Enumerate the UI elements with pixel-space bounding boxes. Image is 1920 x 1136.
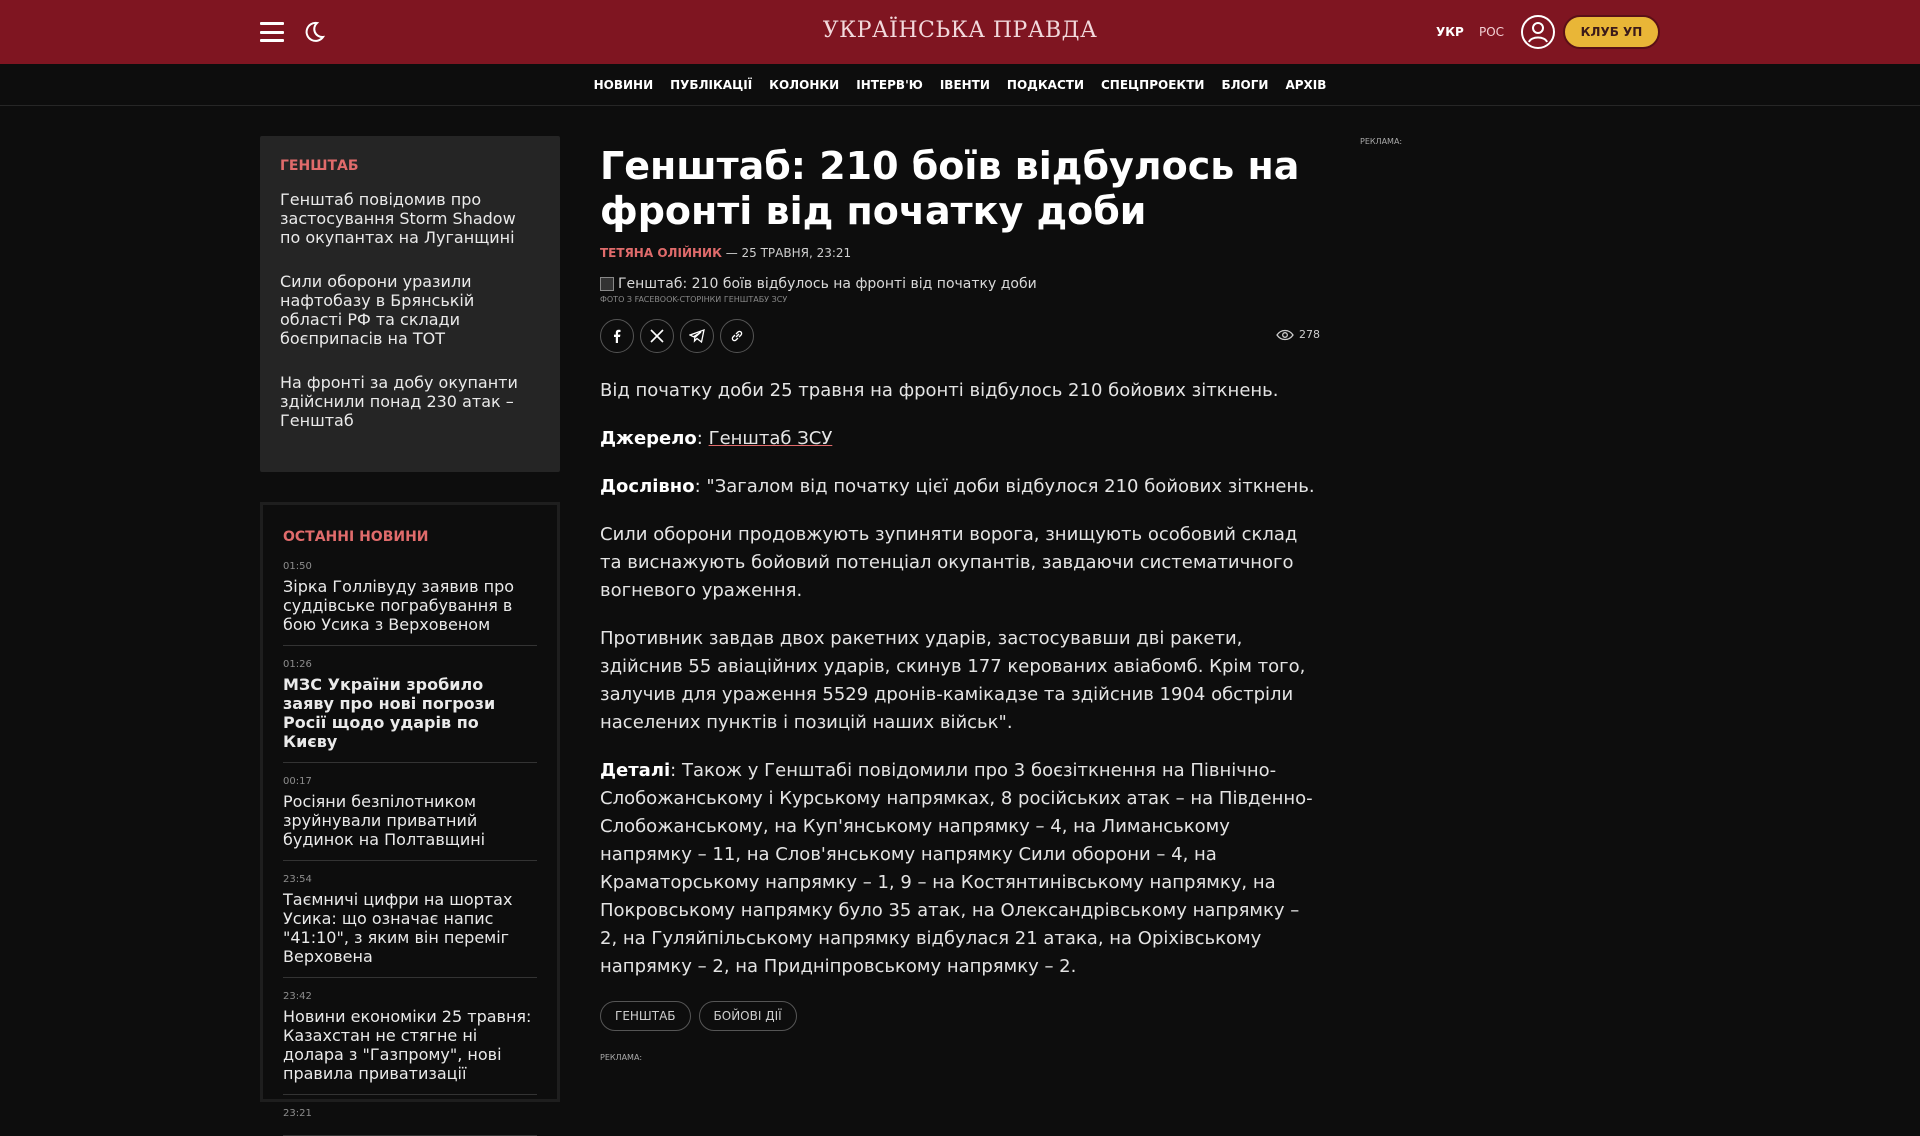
broken-image-icon bbox=[600, 277, 614, 291]
article bbox=[600, 144, 1320, 1062]
quote-text: : "Загалом від початку цієї доби відбулося 210 бойових зіткнень. bbox=[694, 476, 1315, 497]
paragraph-quote bbox=[600, 473, 1320, 501]
news-item[interactable] bbox=[283, 991, 537, 1095]
details-text: : Також у Генштабі повідомили про 3 боєзіткнення на Північно-Слобожанському і Курському напрямках, 8 російських атак – на Південно-Слобожанському, на Куп'янському напрямку – 4, на Лиманському напрямку – 11, на Слов'янському напрямку Сили оборони – 4, на Краматорському напрямку – 1, 9 – на Костянтинівському напрямку, на Покровському напрямку було 35 атак, на Олександрівському напрямку – 2, на Гуляйпільському напрямку відбулася 21 атака, на Оріхівському напрямку – 2, на Придніпровському напрямку – 2. bbox=[600, 760, 1313, 977]
article-title: Генштаб: 210 боїв відбулось на фронті від початку доби bbox=[600, 144, 1300, 233]
source-link[interactable]: Генштаб ЗСУ bbox=[708, 428, 833, 449]
nav-special-projects[interactable]: СПЕЦПРОЕКТИ bbox=[1100, 77, 1205, 92]
related-item[interactable]: На фронті за добу окупанти здійснили понад 230 атак – Генштаб bbox=[280, 373, 518, 430]
lang-ros-link[interactable]: РОС bbox=[1479, 25, 1505, 39]
article-date: — 25 ТРАВНЯ, 23:21 bbox=[721, 246, 852, 260]
main-nav bbox=[0, 64, 1920, 106]
nav-news[interactable]: НОВИНИ bbox=[593, 77, 654, 92]
news-item[interactable] bbox=[283, 874, 537, 978]
related-heading[interactable]: ГЕНШТАБ bbox=[280, 158, 359, 174]
news-time: 00:17 bbox=[283, 776, 312, 787]
news-title[interactable]: Зірка Голлівуду заявив про суддівське пограбування в бою Усика з Верховеном bbox=[283, 577, 515, 634]
copy-link-button[interactable] bbox=[720, 319, 754, 353]
details-label: Деталі bbox=[600, 760, 671, 781]
views-count: 278 bbox=[1299, 328, 1320, 341]
news-item[interactable] bbox=[283, 659, 537, 763]
tag-genshtab[interactable]: ГЕНШТАБ bbox=[600, 1001, 691, 1031]
news-title[interactable]: МЗС України зробило заяву про нові погрози Росії щодо ударів по Києву bbox=[283, 675, 496, 751]
x-share-button[interactable] bbox=[640, 319, 674, 353]
news-item[interactable] bbox=[283, 1108, 537, 1136]
related-item[interactable]: Генштаб повідомив про застосування Storm Shadow по окупантах на Луганщині bbox=[280, 190, 516, 247]
latest-heading: ОСТАННІ НОВИНИ bbox=[283, 529, 429, 545]
share-bar bbox=[600, 319, 1320, 353]
ad-label-right: РЕКЛАМА: bbox=[1360, 137, 1403, 146]
author-link[interactable]: ТЕТЯНА ОЛІЙНИК bbox=[600, 246, 722, 260]
lang-ukr-link[interactable]: УКР bbox=[1436, 25, 1464, 39]
news-title[interactable]: Таємничі цифри на шортах Усика: що означає напис "41:10", з яким він переміг Верховена bbox=[283, 890, 513, 966]
news-time: 01:50 bbox=[283, 561, 312, 572]
tags bbox=[600, 1001, 1320, 1031]
nav-columns[interactable]: КОЛОНКИ bbox=[769, 77, 840, 92]
top-bar bbox=[0, 0, 1920, 64]
news-title[interactable]: Росіяни безпілотником зруйнували приватний будинок на Полтавщині bbox=[283, 792, 486, 849]
news-time: 23:54 bbox=[283, 874, 312, 885]
nav-blogs[interactable]: БЛОГИ bbox=[1221, 77, 1269, 92]
eye-icon bbox=[1276, 329, 1294, 341]
x-icon bbox=[650, 329, 664, 343]
news-time: 23:21 bbox=[283, 1108, 312, 1119]
paragraph-details bbox=[600, 757, 1320, 981]
latest-news-box bbox=[260, 502, 560, 1119]
telegram-icon bbox=[689, 329, 705, 343]
views-counter bbox=[1276, 328, 1320, 341]
byline bbox=[600, 246, 1320, 260]
nav-interview[interactable]: ІНТЕРВ'Ю bbox=[856, 77, 923, 92]
related-item[interactable]: Сили оборони уразили нафтобазу в Брянській області РФ та склади боєприпасів на ТОТ bbox=[280, 272, 475, 348]
nav-archive[interactable]: АРХІВ bbox=[1285, 77, 1327, 92]
source-label: Джерело bbox=[600, 428, 697, 449]
article-body bbox=[600, 377, 1320, 981]
related-box bbox=[260, 136, 560, 472]
news-time: 01:26 bbox=[283, 659, 312, 670]
news-item[interactable] bbox=[283, 776, 537, 861]
club-up-button[interactable]: КЛУБ УП bbox=[1563, 15, 1660, 49]
tag-combat[interactable]: БОЙОВІ ДІЇ bbox=[699, 1001, 797, 1031]
facebook-icon bbox=[610, 329, 624, 343]
article-image bbox=[600, 276, 1320, 292]
paragraph: Від початку доби 25 травня на фронті відбулось 210 бойових зіткнень. bbox=[600, 380, 1279, 401]
user-icon[interactable] bbox=[1521, 15, 1555, 49]
nav-podcasts[interactable]: ПОДКАСТИ bbox=[1006, 77, 1084, 92]
news-time: 23:42 bbox=[283, 991, 312, 1002]
facebook-share-button[interactable] bbox=[600, 319, 634, 353]
link-icon bbox=[730, 329, 744, 343]
telegram-share-button[interactable] bbox=[680, 319, 714, 353]
paragraph: Противник завдав двох ракетних ударів, застосувавши дві ракети, здійснив 55 авіаційних ударів, скинув 177 керованих авіабомб. Крім того, залучив для ураження 5529 дронів-камікадзе та здійснив 1904 обстріли населених пунктів і позицій наших військ". bbox=[600, 628, 1306, 733]
nav-publications[interactable]: ПУБЛІКАЦІЇ bbox=[670, 77, 753, 92]
paragraph: Сили оборони продовжують зупиняти ворога, знищують особовий склад та виснажують бойовий потенціал окупантів, завдаючи систематичного вогневого ураження. bbox=[600, 524, 1298, 601]
nav-events[interactable]: ІВЕНТИ bbox=[939, 77, 990, 92]
photo-credit: ФОТО З FACEBOOK-СТОРІНКИ ГЕНШТАБУ ЗСУ bbox=[600, 295, 788, 304]
ad-label-bottom: РЕКЛАМА: bbox=[600, 1053, 643, 1062]
news-title[interactable]: Новини економіки 25 травня: Казахстан не стягне ні долара з "Газпрому", нові правила приватизації bbox=[283, 1007, 532, 1083]
paragraph-source: Джерело: Генштаб ЗСУ bbox=[600, 428, 833, 449]
site-logo[interactable]: УКРАЇНСЬКА ПРАВДА bbox=[822, 18, 1098, 43]
news-item[interactable] bbox=[283, 561, 537, 646]
quote-label: Дослівно bbox=[600, 476, 695, 497]
image-alt-text: Генштаб: 210 боїв відбулось на фронті від початку доби bbox=[618, 276, 1037, 292]
